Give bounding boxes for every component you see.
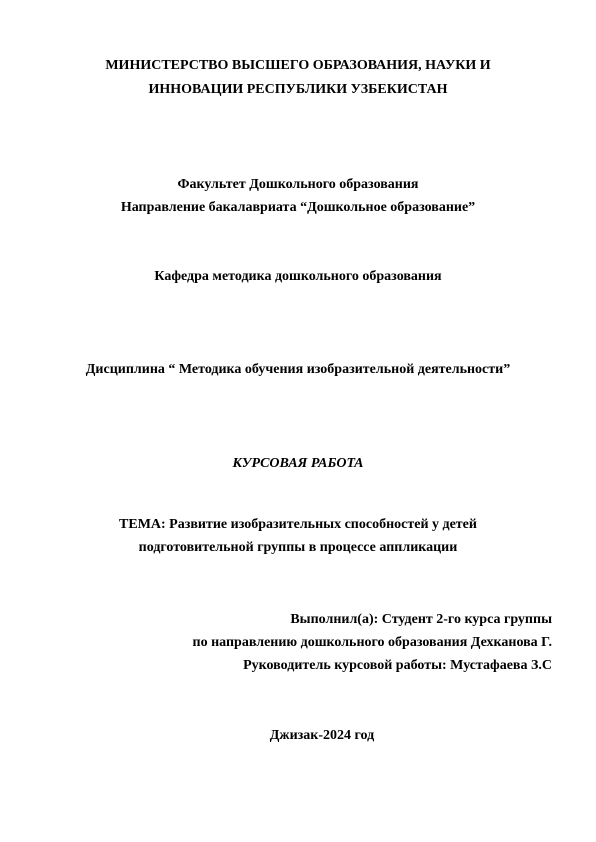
faculty-line: Факультет Дошкольного образования <box>177 177 419 192</box>
topic-line-2: подготовительной группы в процессе аппликации <box>138 540 458 555</box>
city-year: Джизак-2024 год <box>269 728 375 743</box>
ministry-line-2: ИННОВАЦИИ РЕСПУБЛИКИ УЗБЕКИСТАН <box>148 82 448 97</box>
author-line-1: Выполнил(а): Студент 2-го курса группы <box>290 612 552 627</box>
topic-line-1: ТЕМА: Развитие изобразительных способностей у детей <box>119 517 477 532</box>
ministry-line-1: МИНИСТЕРСТВО ВЫСШЕГО ОБРАЗОВАНИЯ, НАУКИ И <box>105 58 491 73</box>
direction-line: Направление бакалавриата “Дошкольное образование” <box>120 200 476 215</box>
department-line: Кафедра методика дошкольного образования <box>154 269 442 284</box>
supervisor-line: Руководитель курсовой работы: Мустафаева З.С <box>243 658 552 673</box>
discipline-line: Дисциплина “ Методика обучения изобразительной деятельности” <box>85 362 511 377</box>
author-line-2: по направлению дошкольного образования Дехканова Г. <box>192 635 552 650</box>
work-type-heading: КУРСОВАЯ РАБОТА <box>232 456 364 471</box>
